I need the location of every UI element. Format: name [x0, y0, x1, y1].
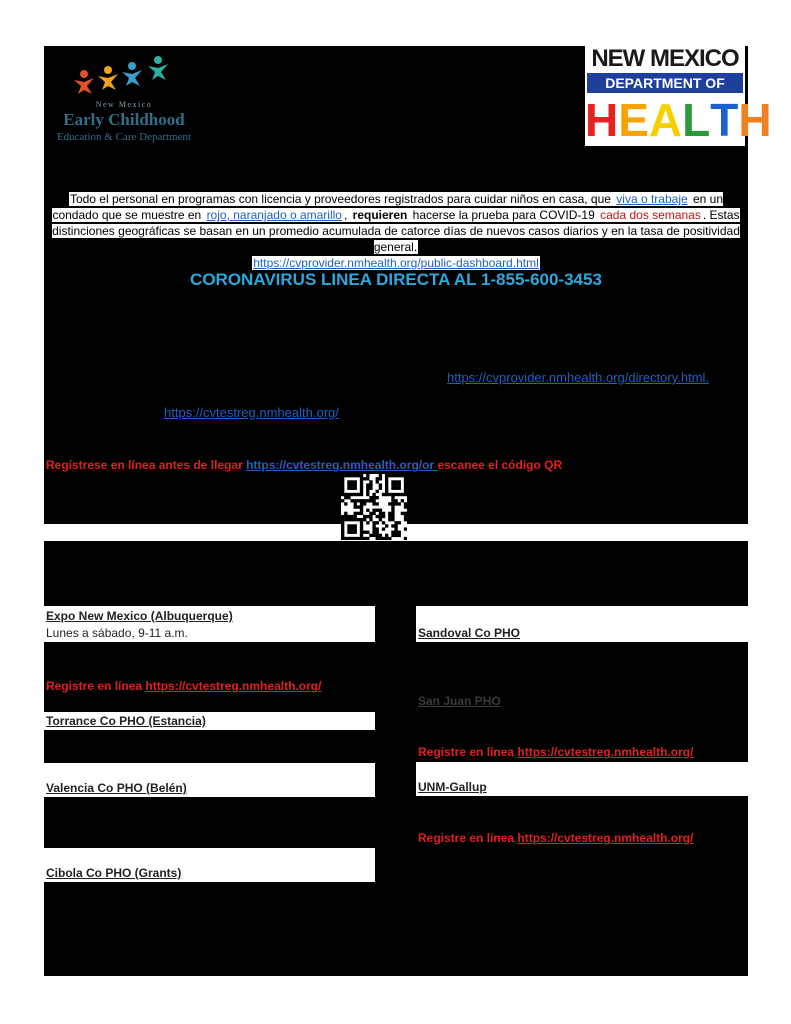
qr-module — [354, 480, 357, 483]
qr-module — [344, 515, 347, 518]
qr-module — [394, 521, 397, 524]
site-expo-nm — [44, 606, 375, 642]
qr-module — [385, 483, 388, 486]
testing-notice — [52, 191, 740, 271]
qr-module — [341, 534, 344, 537]
doh-letter: H — [738, 94, 772, 146]
qr-module — [344, 496, 347, 499]
qr-module — [360, 480, 363, 483]
qr-module — [341, 524, 344, 527]
qr-module — [366, 537, 369, 540]
qr-module — [376, 521, 379, 524]
qr-module — [379, 477, 382, 480]
qr-module — [372, 534, 375, 537]
qr-module — [350, 531, 353, 534]
qr-module — [404, 512, 407, 515]
qr-module — [354, 483, 357, 486]
ecec-logo — [44, 54, 204, 150]
qr-module — [350, 493, 353, 496]
register-text: Registre en línea — [418, 831, 518, 845]
qr-module — [401, 512, 404, 515]
ecec-logo-line1: New Mexico — [95, 100, 153, 109]
qr-module — [394, 524, 397, 527]
qr-module — [360, 493, 363, 496]
qr-module — [388, 515, 391, 518]
qr-module — [369, 512, 372, 515]
qr-module — [376, 502, 379, 505]
qr-module — [360, 477, 363, 480]
qr-module — [391, 505, 394, 508]
doh-letter: H — [585, 94, 619, 146]
qr-module — [360, 487, 363, 490]
qr-module — [344, 502, 347, 505]
qr-module — [350, 499, 353, 502]
qr-module — [366, 515, 369, 518]
qr-module — [366, 509, 369, 512]
qr-module — [341, 493, 344, 496]
qr-module — [360, 518, 363, 521]
qr-module — [357, 518, 360, 521]
qr-module — [360, 524, 363, 527]
qr-module — [372, 496, 375, 499]
qr-module — [354, 518, 357, 521]
qr-module — [357, 512, 360, 515]
register-link[interactable]: https://cvtestreg.nmhealth.org/ — [145, 679, 322, 693]
figure-body — [148, 64, 168, 80]
qr-module — [394, 487, 397, 490]
figure-body — [74, 78, 94, 94]
qr-module — [341, 537, 344, 540]
qr-module — [360, 505, 363, 508]
qr-module — [363, 502, 366, 505]
qr-module — [372, 527, 375, 530]
cvtestreg-link[interactable]: https://cvtestreg.nmhealth.org/ — [164, 405, 339, 420]
qr-module — [360, 521, 363, 524]
qr-module — [376, 527, 379, 530]
qr-module — [388, 502, 391, 505]
qr-module — [376, 496, 379, 499]
qr-module — [385, 487, 388, 490]
qr-module — [347, 527, 350, 530]
qr-module — [369, 496, 372, 499]
figure-body — [98, 74, 118, 90]
qr-module — [382, 521, 385, 524]
qr-module — [391, 502, 394, 505]
qr-module — [404, 502, 407, 505]
qr-module — [354, 493, 357, 496]
doh-logo-line2: DEPARTMENT OF — [587, 73, 743, 93]
register-text: Registre en línea — [418, 745, 518, 759]
figure-head — [104, 66, 112, 74]
qr-module — [385, 474, 388, 477]
qr-module — [350, 527, 353, 530]
site-title: Torrance Co PHO (Estancia) — [46, 714, 206, 728]
qr-module — [354, 487, 357, 490]
qr-module — [404, 480, 407, 483]
left-register-line — [46, 679, 321, 693]
notice-text: . Estas distinciones geográficas se basan en un promedio acumulada de catorce días de nuevos casos diarios y en la tasa de positividad general. — [52, 208, 740, 254]
site-cibola — [44, 848, 375, 882]
qr-module — [391, 474, 394, 477]
qr-module — [385, 490, 388, 493]
qr-module — [391, 480, 394, 483]
site-valencia — [44, 763, 375, 797]
qr-module — [354, 474, 357, 477]
qr-module — [347, 487, 350, 490]
qr-module — [404, 487, 407, 490]
dashboard-link[interactable]: https://cvprovider.nmhealth.org/public-dashboard.html — [253, 256, 539, 270]
site-san-juan: San Juan PHO — [418, 694, 501, 708]
register-text: Regístrese en línea antes de llegar — [46, 458, 247, 472]
qr-module — [398, 521, 401, 524]
qr-module — [404, 527, 407, 530]
qr-module — [388, 537, 391, 540]
qr-module — [363, 499, 366, 502]
qr-module — [376, 537, 379, 540]
qr-module — [376, 477, 379, 480]
notice-live-work: viva o trabaje — [616, 192, 688, 206]
qr-module — [347, 480, 350, 483]
qr-module — [388, 493, 391, 496]
qr-module — [376, 531, 379, 534]
qr-module — [398, 487, 401, 490]
qr-module — [360, 531, 363, 534]
qr-module — [398, 480, 401, 483]
site-title: Sandoval Co PHO — [418, 626, 521, 640]
qr-module — [350, 480, 353, 483]
qr-module — [369, 499, 372, 502]
site-sandoval — [416, 606, 748, 642]
children-figures-icon — [44, 56, 204, 94]
qr-module — [350, 524, 353, 527]
qr-module — [372, 531, 375, 534]
qr-module — [394, 474, 397, 477]
qr-module — [369, 534, 372, 537]
qr-module — [394, 531, 397, 534]
qr-module — [366, 531, 369, 534]
qr-module — [341, 518, 344, 521]
qr-module — [341, 531, 344, 534]
qr-module — [354, 512, 357, 515]
qr-module — [360, 490, 363, 493]
register-qr-text: escanee el código QR — [437, 458, 563, 472]
qr-module — [341, 474, 344, 477]
qr-module — [341, 483, 344, 486]
qr-module — [360, 534, 363, 537]
doh-logo-health — [585, 94, 772, 146]
qr-module — [372, 512, 375, 515]
qr-module — [391, 487, 394, 490]
qr-module — [366, 499, 369, 502]
qr-module — [350, 515, 353, 518]
site-title: UNM-Gallup — [418, 780, 487, 794]
qr-module — [379, 474, 382, 477]
doh-logo — [585, 45, 772, 146]
qr-module — [379, 487, 382, 490]
qr-module — [379, 515, 382, 518]
qr-module — [391, 515, 394, 518]
notice-text: , — [343, 208, 351, 222]
qr-module — [360, 499, 363, 502]
qr-module — [382, 515, 385, 518]
qr-module — [360, 527, 363, 530]
qr-module — [391, 518, 394, 521]
qr-module — [398, 531, 401, 534]
qr-module — [341, 521, 344, 524]
qr-module — [354, 499, 357, 502]
qr-module — [341, 477, 344, 480]
qr-module — [398, 493, 401, 496]
qr-module — [388, 512, 391, 515]
qr-module — [360, 509, 363, 512]
notice-text: hacerse la prueba para COVID-19 — [409, 208, 599, 222]
register-link[interactable]: https://cvtestreg.nmhealth.org/ — [517, 831, 694, 845]
qr-module — [360, 483, 363, 486]
qr-module — [376, 509, 379, 512]
qr-module — [350, 537, 353, 540]
site-title: Valencia Co PHO (Belén) — [46, 781, 187, 795]
qr-module — [341, 480, 344, 483]
qr-module — [354, 537, 357, 540]
notice-colors: rojo, naranjado o amarillo — [206, 208, 342, 222]
qr-module — [360, 474, 363, 477]
qr-module — [394, 534, 397, 537]
qr-module — [363, 531, 366, 534]
qr-module — [360, 512, 363, 515]
qr-module — [372, 524, 375, 527]
notice-required: requieren — [352, 208, 408, 222]
qr-module — [385, 493, 388, 496]
doh-letter: A — [648, 94, 683, 146]
qr-module — [401, 474, 404, 477]
doh-letter: L — [682, 94, 711, 146]
qr-module — [347, 483, 350, 486]
qr-module — [394, 502, 397, 505]
qr-module — [379, 509, 382, 512]
qr-module — [357, 505, 360, 508]
qr-module — [376, 490, 379, 493]
qr-module — [391, 534, 394, 537]
qr-module — [350, 487, 353, 490]
qr-module — [360, 502, 363, 505]
qr-module — [354, 515, 357, 518]
qr-module — [341, 487, 344, 490]
qr-module — [385, 477, 388, 480]
site-title: Cibola Co PHO (Grants) — [46, 866, 182, 880]
qr-module — [366, 493, 369, 496]
qr-module — [404, 493, 407, 496]
qr-module — [404, 505, 407, 508]
qr-module — [369, 480, 372, 483]
qr-module — [354, 505, 357, 508]
qr-module — [369, 515, 372, 518]
qr-module — [344, 474, 347, 477]
qr-module — [347, 515, 350, 518]
qr-module — [372, 493, 375, 496]
notice-text: Todo el personal en programas con licencia y proveedores registrados para cuidar niños en casa, que — [69, 192, 615, 206]
qr-module — [379, 518, 382, 521]
qr-module — [385, 524, 388, 527]
qr-module — [391, 493, 394, 496]
register-before-arriving — [46, 458, 562, 472]
site-hours: Lunes a sábado, 9-11 a.m. — [46, 626, 188, 640]
qr-module — [363, 477, 366, 480]
qr-module — [341, 490, 344, 493]
qr-module — [385, 480, 388, 483]
doh-logo-line1: NEW MEXICO — [591, 45, 739, 72]
qr-module — [398, 474, 401, 477]
qr-module — [372, 509, 375, 512]
qr-module — [398, 534, 401, 537]
qr-module — [347, 496, 350, 499]
qr-module — [347, 493, 350, 496]
right-register-line-1 — [418, 745, 693, 759]
qr-module — [404, 477, 407, 480]
qr-module — [344, 537, 347, 540]
qr-module — [366, 474, 369, 477]
qr-module — [372, 502, 375, 505]
qr-module — [404, 490, 407, 493]
qr-module — [382, 512, 385, 515]
qr-module — [369, 518, 372, 521]
qr-module — [372, 521, 375, 524]
qr-module — [366, 487, 369, 490]
register-link[interactable]: https://cvtestreg.nmhealth.org/ — [517, 745, 694, 759]
qr-module — [388, 518, 391, 521]
qr-module — [385, 537, 388, 540]
qr-module — [401, 493, 404, 496]
ecec-logo-line3: Education & Care Department — [56, 131, 192, 143]
doh-letter: E — [618, 94, 649, 146]
qr-module — [347, 518, 350, 521]
qr-module — [360, 537, 363, 540]
qr-module — [394, 493, 397, 496]
qr-module — [394, 483, 397, 486]
doh-letter: T — [710, 94, 739, 146]
qr-module — [382, 527, 385, 530]
qr-module — [391, 531, 394, 534]
qr-module — [347, 524, 350, 527]
qr-module — [350, 474, 353, 477]
qr-module — [341, 515, 344, 518]
register-text: Registre en línea — [46, 679, 146, 693]
figure-body — [122, 70, 142, 86]
notice-text: en un condado que se muestre en — [52, 192, 724, 222]
qr-module — [369, 483, 372, 486]
figure-head — [80, 70, 88, 78]
qr-module — [391, 483, 394, 486]
qr-module — [354, 502, 357, 505]
qr-module — [372, 499, 375, 502]
hotline-heading: CORONAVIRUS LINEA DIRECTA AL 1-855-600-3453 — [190, 270, 602, 289]
figure-head — [128, 62, 136, 70]
qr-module — [357, 499, 360, 502]
qr-module — [344, 512, 347, 515]
qr-module — [394, 499, 397, 502]
qr-module — [350, 518, 353, 521]
qr-module — [401, 499, 404, 502]
qr-code-icon[interactable] — [341, 474, 407, 540]
figure-head — [154, 56, 162, 64]
directory-link[interactable]: https://cvprovider.nmhealth.org/directory.html. — [447, 370, 710, 385]
qr-module — [341, 527, 344, 530]
qr-module — [357, 537, 360, 540]
qr-module — [404, 483, 407, 486]
qr-module — [391, 509, 394, 512]
qr-module — [376, 515, 379, 518]
qr-module — [366, 483, 369, 486]
qr-module — [357, 474, 360, 477]
right-register-line-2 — [418, 831, 693, 845]
site-torrance — [44, 712, 375, 730]
qr-module — [363, 515, 366, 518]
qr-module — [344, 493, 347, 496]
qr-module — [394, 527, 397, 530]
qr-module — [379, 483, 382, 486]
site-unm-gallup — [416, 762, 748, 796]
qr-module — [363, 518, 366, 521]
qr-module — [398, 502, 401, 505]
qr-module — [404, 474, 407, 477]
qr-module — [344, 518, 347, 521]
qr-module — [357, 493, 360, 496]
qr-module — [354, 527, 357, 530]
qr-module — [391, 499, 394, 502]
qr-module — [347, 537, 350, 540]
qr-module — [363, 537, 366, 540]
notice-frequency: cada dos semanas — [600, 208, 701, 222]
qr-module — [394, 480, 397, 483]
qr-module — [398, 483, 401, 486]
qr-module — [404, 515, 407, 518]
qr-module — [391, 496, 394, 499]
qr-module — [354, 524, 357, 527]
qr-module — [382, 493, 385, 496]
qr-module — [354, 531, 357, 534]
qr-module — [404, 537, 407, 540]
qr-module — [341, 499, 344, 502]
qr-module — [385, 534, 388, 537]
qr-module — [391, 512, 394, 515]
ecec-logo-line2: Early Childhood — [63, 110, 185, 129]
qr-module — [347, 531, 350, 534]
qr-module — [379, 534, 382, 537]
qr-module — [376, 534, 379, 537]
qr-module — [366, 521, 369, 524]
site-title: Expo New Mexico (Albuquerque) — [46, 609, 233, 623]
qr-module — [379, 512, 382, 515]
qr-module — [379, 537, 382, 540]
qr-module — [366, 477, 369, 480]
qr-module — [376, 480, 379, 483]
qr-module — [347, 474, 350, 477]
qr-module — [350, 483, 353, 486]
qr-module — [382, 537, 385, 540]
qr-module — [391, 524, 394, 527]
register-link[interactable]: https://cvtestreg.nmhealth.org/or — [246, 458, 438, 472]
qr-module — [369, 487, 372, 490]
qr-module — [404, 518, 407, 521]
qr-module — [366, 490, 369, 493]
qr-module — [388, 474, 391, 477]
